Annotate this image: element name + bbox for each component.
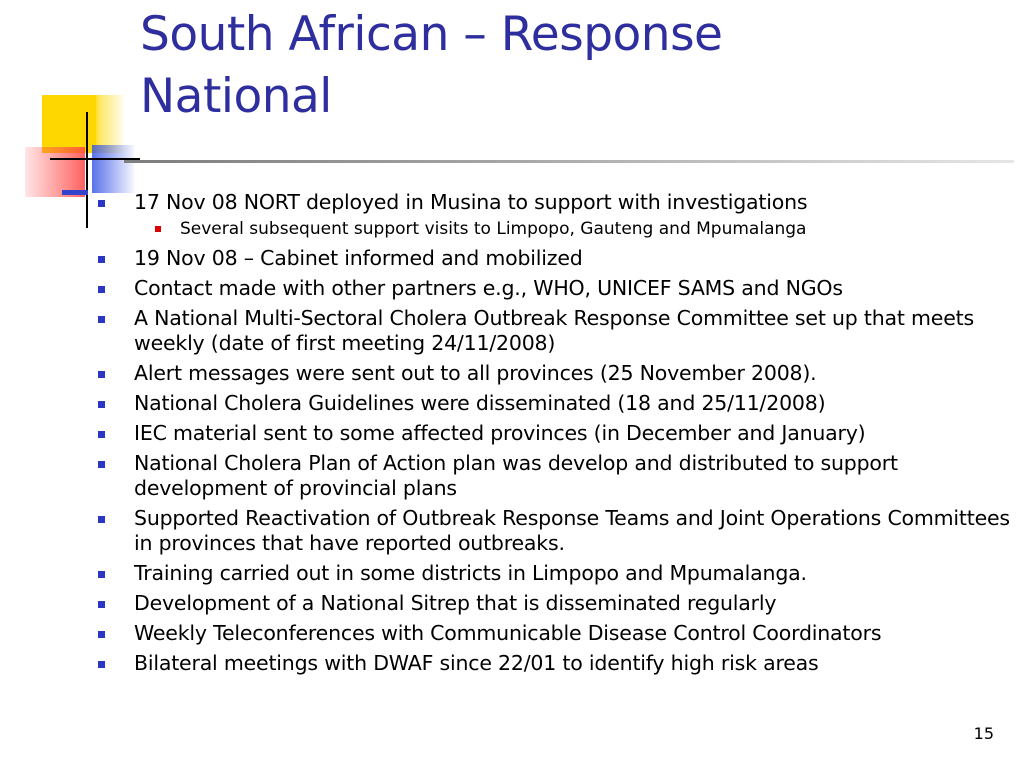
list-item — [96, 421, 1011, 446]
sub-list-item-text: Several subsequent support visits to Limpopo, Gauteng and Mpumalanga — [180, 219, 807, 239]
bullet-icon — [98, 316, 105, 323]
list-item — [96, 621, 1011, 646]
list-item-text: National Cholera Plan of Action plan was develop and distributed to support development of provincial plans — [134, 451, 898, 500]
list-item-text: Weekly Teleconferences with Communicable Disease Control Coordinators — [134, 621, 882, 645]
logo-yellow-square — [42, 95, 98, 153]
list-item — [96, 190, 1011, 215]
logo-blue-bar — [62, 190, 88, 195]
list-item-text: National Cholera Guidelines were disseminated (18 and 25/11/2008) — [134, 391, 826, 415]
logo-vertical-line — [86, 112, 88, 228]
list-item-text: Alert messages were sent out to all provinces (25 November 2008). — [134, 361, 817, 385]
list-item-text: A National Multi-Sectoral Cholera Outbreak Response Committee set up that meets weekly (date of first meeting 24/11/2008) — [134, 306, 974, 355]
bullet-icon — [98, 631, 105, 638]
slide-title-line-2: National — [140, 69, 332, 124]
bullet-icon — [98, 571, 105, 578]
bullet-icon — [98, 516, 105, 523]
bullet-icon — [98, 601, 105, 608]
slide-title-line-1: South African – Response — [140, 7, 723, 62]
list-item-text: Bilateral meetings with DWAF since 22/01 to identify high risk areas — [134, 651, 819, 675]
list-item-text: 19 Nov 08 – Cabinet informed and mobilized — [134, 246, 583, 270]
bullet-icon — [98, 461, 105, 468]
list-item — [96, 391, 1011, 416]
list-item — [96, 276, 1011, 301]
bullet-icon — [98, 371, 105, 378]
page-number: 15 — [973, 724, 994, 743]
bullet-icon — [98, 256, 105, 263]
sub-bullet-icon — [155, 226, 161, 232]
list-item-text: Contact made with other partners e.g., WHO, UNICEF SAMS and NGOs — [134, 276, 843, 300]
logo-blue-square — [92, 145, 134, 193]
list-item — [96, 651, 1011, 676]
bullet-list — [96, 190, 1011, 681]
list-item — [96, 361, 1011, 386]
sub-list-item — [96, 218, 1011, 240]
list-item — [96, 306, 1011, 356]
bullet-icon — [98, 401, 105, 408]
title-divider — [124, 160, 1014, 163]
list-item-text: Supported Reactivation of Outbreak Response Teams and Joint Operations Committees in provinces that have reported outbreaks. — [134, 506, 1010, 555]
list-item — [96, 451, 1011, 501]
bullet-icon — [98, 431, 105, 438]
bullet-icon — [98, 661, 105, 668]
list-item — [96, 561, 1011, 586]
slide-title — [140, 4, 1000, 128]
list-item — [96, 591, 1011, 616]
list-item-text: Development of a National Sitrep that is disseminated regularly — [134, 591, 777, 615]
list-item — [96, 246, 1011, 271]
list-item-text: IEC material sent to some affected provinces (in December and January) — [134, 421, 866, 445]
bullet-icon — [98, 200, 105, 207]
list-item-text: 17 Nov 08 NORT deployed in Musina to support with investigations — [134, 190, 808, 214]
list-item-text: Training carried out in some districts in Limpopo and Mpumalanga. — [134, 561, 807, 585]
bullet-icon — [98, 286, 105, 293]
list-item — [96, 506, 1011, 556]
